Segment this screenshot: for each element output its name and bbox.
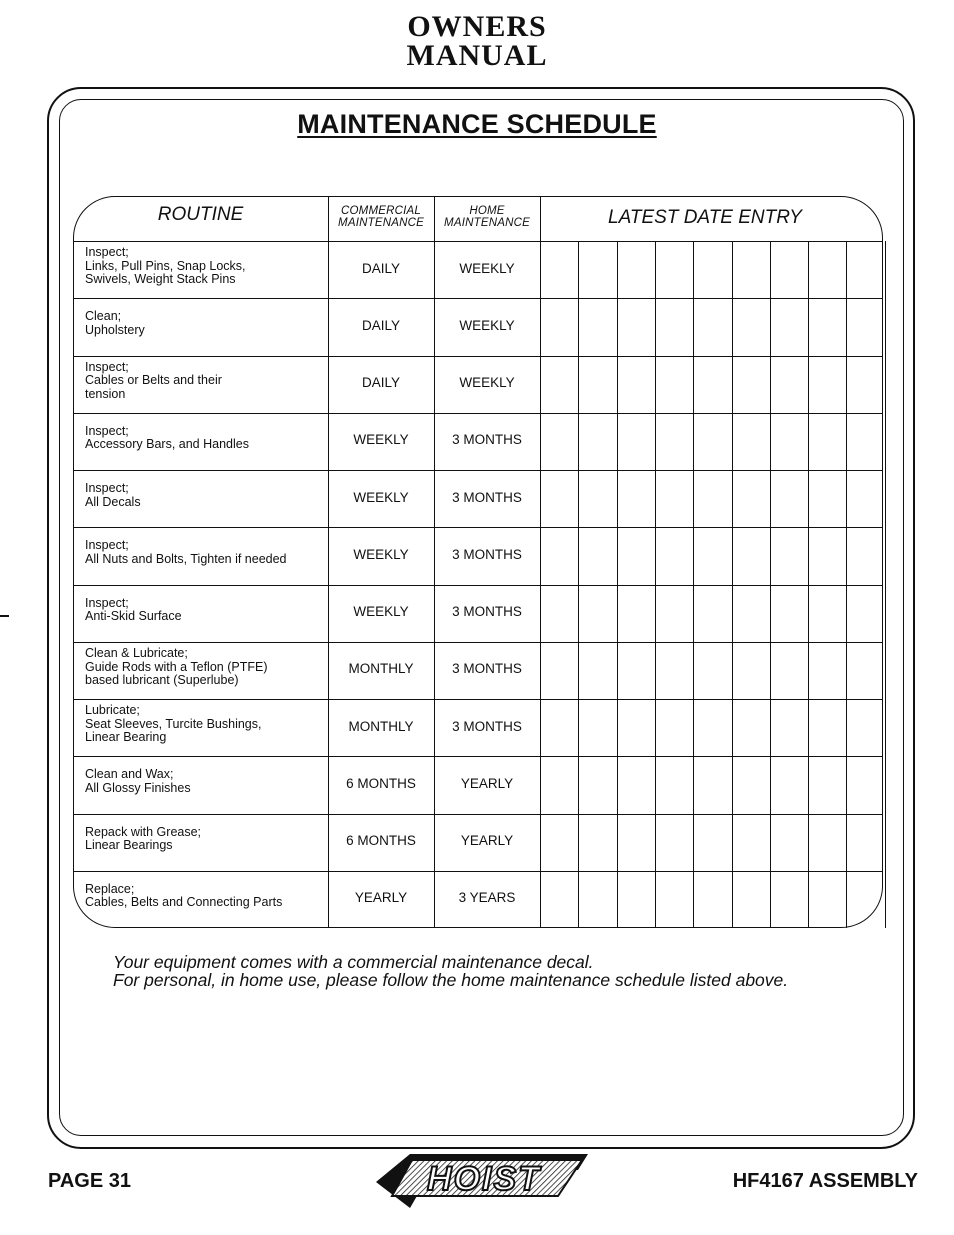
home-frequency: WEEKLY <box>459 375 515 391</box>
commercial-frequency: WEEKLY <box>353 546 409 562</box>
row-divider <box>73 527 883 528</box>
routine-line: Linear Bearings <box>85 838 173 853</box>
home-frequency: 3 MONTHS <box>452 432 522 448</box>
model-number: HF4167 ASSEMBLY <box>732 1170 918 1192</box>
routine-line: tension <box>85 386 126 401</box>
row-divider <box>73 298 883 299</box>
routine-line: All Glossy Finishes <box>85 780 191 795</box>
routine-line: Seat Sleeves, Turcite Bushings, <box>85 716 262 731</box>
margin-mark <box>0 615 9 617</box>
routine-line: Swivels, Weight Stack Pins <box>85 272 236 287</box>
home-frequency: 3 MONTHS <box>452 489 522 505</box>
page-header <box>0 12 954 70</box>
routine-line: Guide Rods with a Teflon (PTFE) <box>85 659 268 674</box>
row-divider <box>73 814 883 815</box>
routine-line: Clean and Wax; <box>85 767 174 782</box>
column-divider <box>885 241 886 928</box>
hoist-logo <box>372 1150 592 1217</box>
column-header-latest-date-entry: LATEST DATE ENTRY <box>608 207 802 228</box>
routine-cell <box>85 597 325 624</box>
home-frequency: WEEKLY <box>459 317 515 333</box>
home-frequency: YEARLY <box>460 833 514 849</box>
routine-cell <box>85 539 325 566</box>
routine-cell <box>85 482 325 509</box>
routine-cell <box>85 826 325 853</box>
home-frequency: 3 MONTHS <box>452 661 522 677</box>
home-frequency: WEEKLY <box>459 260 515 276</box>
row-divider <box>73 356 883 357</box>
header-line-2: MANUAL <box>406 39 548 72</box>
row-divider <box>73 413 883 414</box>
row-divider <box>73 585 883 586</box>
header-line-1: OWNERS <box>407 10 547 43</box>
row-divider <box>73 642 883 643</box>
routine-line: Cables or Belts and their <box>85 373 222 388</box>
routine-line: Lubricate; <box>85 703 140 718</box>
commercial-frequency: WEEKLY <box>353 432 409 448</box>
routine-line: Inspect; <box>85 359 129 374</box>
commercial-frequency: 6 MONTHS <box>346 833 416 849</box>
routine-line: Clean; <box>85 309 122 324</box>
routine-cell <box>85 425 325 452</box>
routine-cell <box>85 361 325 402</box>
home-frequency: 3 MONTHS <box>452 604 522 620</box>
home-frequency: 3 MONTHS <box>452 546 522 562</box>
routine-line: Inspect; <box>85 423 129 438</box>
routine-line: Anti-Skid Surface <box>85 609 182 624</box>
maintenance-note <box>113 953 788 989</box>
commercial-frequency: WEEKLY <box>353 604 409 620</box>
column-header-routine: ROUTINE <box>157 204 244 225</box>
routine-line: Inspect; <box>85 481 129 496</box>
commercial-frequency: YEARLY <box>354 890 408 906</box>
routine-cell <box>85 647 325 688</box>
column-divider <box>328 196 329 928</box>
routine-cell <box>85 704 325 745</box>
commercial-frequency: MONTHLY <box>348 661 414 677</box>
row-divider <box>73 756 883 757</box>
routine-line: Upholstery <box>85 322 145 337</box>
row-divider <box>73 871 883 872</box>
routine-line: All Nuts and Bolts, Tighten if needed <box>85 551 287 566</box>
column-header-home: HOME MAINTENANCE <box>444 205 530 229</box>
page-number: PAGE 31 <box>48 1170 131 1192</box>
routine-cell <box>85 883 325 910</box>
home-frequency: 3 YEARS <box>458 890 516 906</box>
row-divider <box>73 470 883 471</box>
routine-line: based lubricant (Superlube) <box>85 673 239 688</box>
routine-line: Inspect; <box>85 595 129 610</box>
column-divider <box>434 196 435 928</box>
home-frequency: YEARLY <box>460 775 514 791</box>
routine-cell <box>85 246 325 287</box>
routine-line: Links, Pull Pins, Snap Locks, <box>85 258 246 273</box>
svg-text:HOIST: HOIST <box>427 1160 541 1198</box>
commercial-frequency: DAILY <box>361 260 400 276</box>
routine-line: Accessory Bars, and Handles <box>85 437 249 452</box>
commercial-frequency: DAILY <box>361 375 400 391</box>
routine-line: Clean & Lubricate; <box>85 646 188 661</box>
routine-line: Inspect; <box>85 538 129 553</box>
row-divider <box>73 241 883 242</box>
routine-cell <box>85 310 325 337</box>
commercial-frequency: MONTHLY <box>348 718 414 734</box>
routine-line: Linear Bearing <box>85 730 167 745</box>
note-line-2: For personal, in home use, please follow the home maintenance schedule listed above. <box>113 970 789 990</box>
note-line-1: Your equipment comes with a commercial maintenance decal. <box>113 952 594 972</box>
column-header-commercial: COMMERCIAL MAINTENANCE <box>338 205 424 229</box>
routine-cell <box>85 768 325 795</box>
routine-line: Replace; <box>85 881 135 896</box>
routine-line: Cables, Belts and Connecting Parts <box>85 895 283 910</box>
routine-line: Inspect; <box>85 245 129 260</box>
commercial-frequency: 6 MONTHS <box>346 775 416 791</box>
home-frequency: 3 MONTHS <box>452 718 522 734</box>
commercial-frequency: DAILY <box>361 317 400 333</box>
commercial-frequency: WEEKLY <box>353 489 409 505</box>
schedule-title: MAINTENANCE SCHEDULE <box>297 109 657 139</box>
routine-line: Repack with Grease; <box>85 824 202 839</box>
column-divider <box>540 196 541 928</box>
row-divider <box>73 699 883 700</box>
routine-line: All Decals <box>85 494 141 509</box>
